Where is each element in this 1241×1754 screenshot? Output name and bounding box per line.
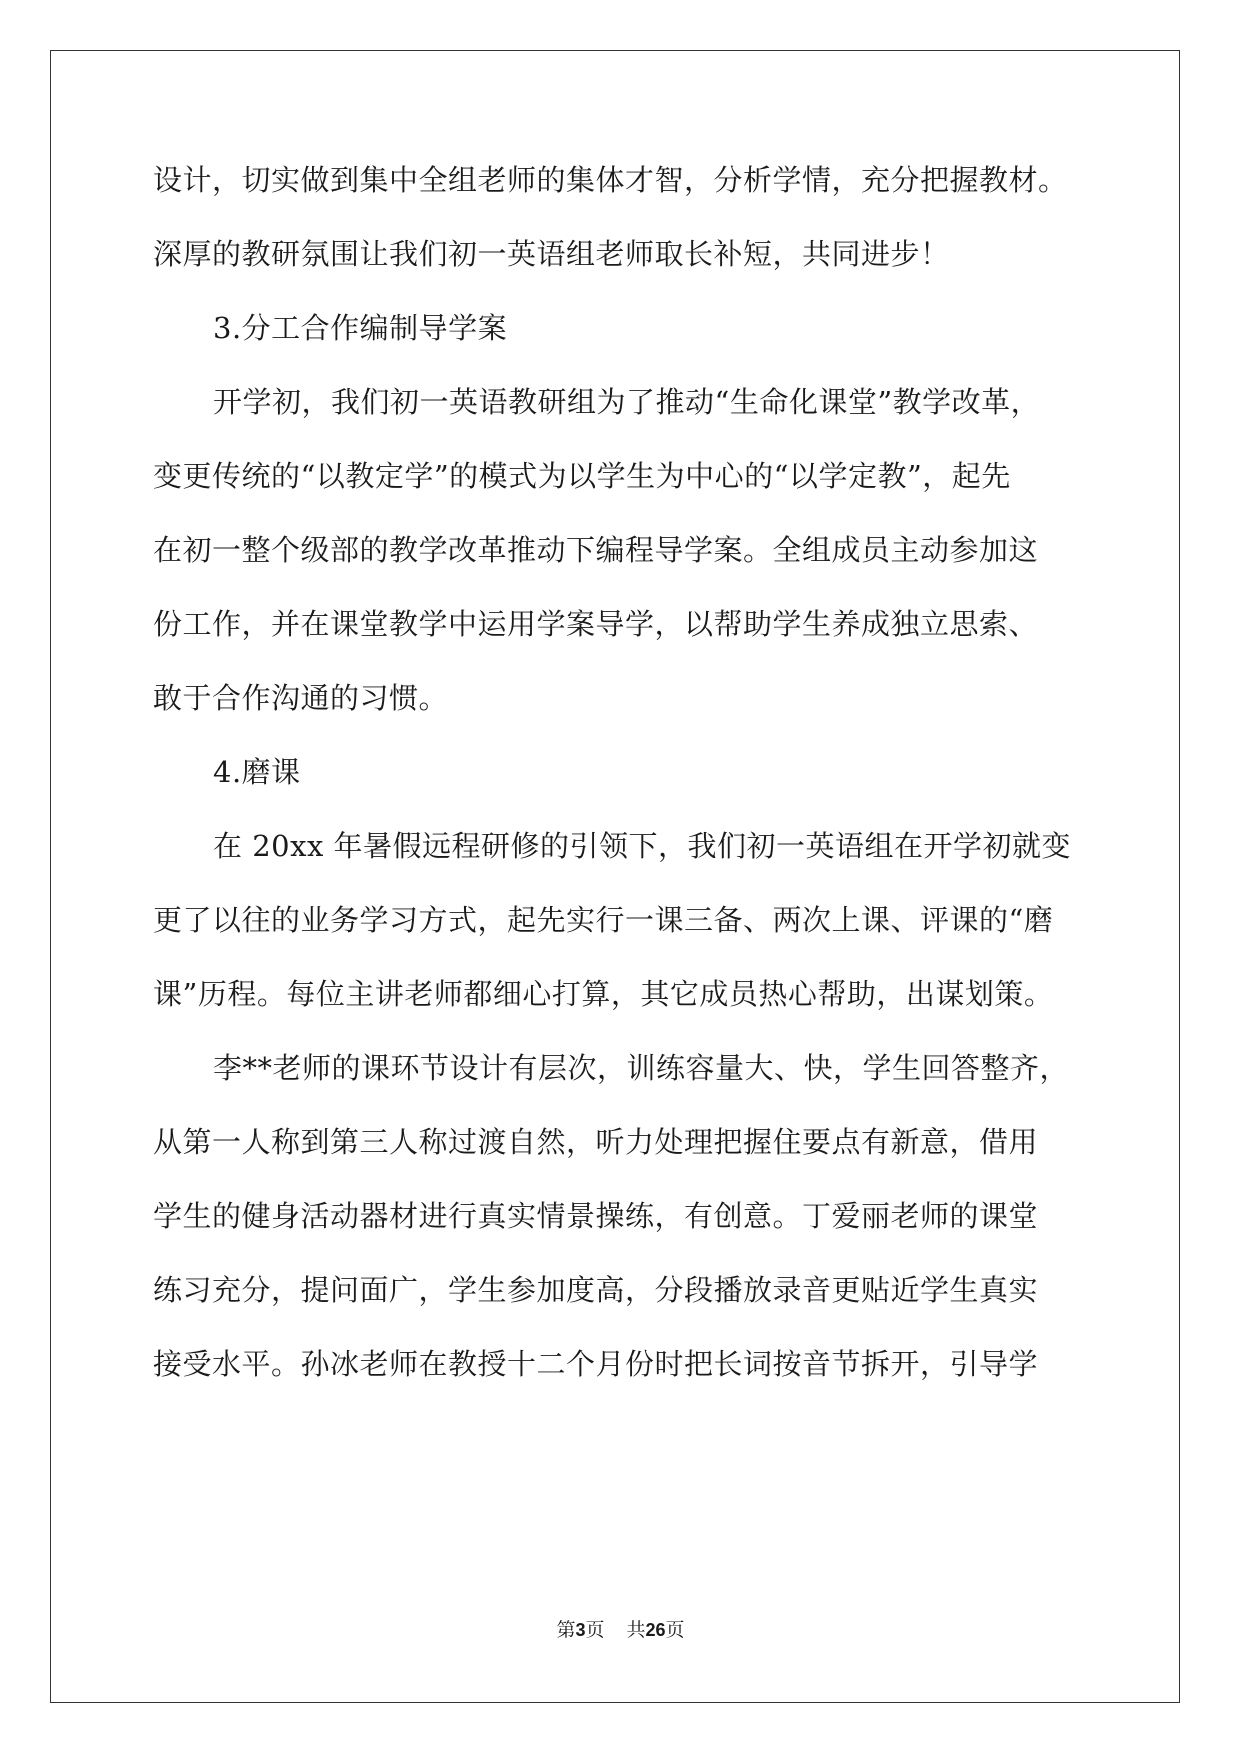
text-line: 从第一人称到第三人称过渡自然，听力处理把握住要点有新意，借用 (153, 1125, 1039, 1159)
page-border (50, 50, 1180, 1703)
text-line: 在 20xx 年暑假远程研修的引领下，我们初一英语组在开学初就变 (213, 829, 1072, 863)
text-line: 李**老师的课环节设计有层次，训练容量大、快，学生回答整齐， (213, 1051, 1070, 1085)
page-current: 3 (575, 1620, 586, 1640)
text-line: 更了以往的业务学习方式，起先实行一课三备、两次上课、评课的“磨 (153, 903, 1054, 937)
text-line: 深厚的教研氛围让我们初一英语组老师取长补短，共同进步！ (153, 237, 950, 271)
text-line: 份工作，并在课堂教学中运用学案导学，以帮助学生养成独立思索、 (153, 607, 1039, 641)
text-line: 在初一整个级部的教学改革推动下编程导学案。全组成员主动参加这 (153, 533, 1039, 567)
text-line: 设计，切实做到集中全组老师的集体才智，分析学情，充分把握教材。 (153, 163, 1068, 197)
text-line: 开学初，我们初一英语教研组为了推动“生命化课堂”教学改革， (213, 385, 1041, 419)
text-line: 变更传统的“以教定学”的模式为以学生为中心的“以学定教”，起先 (153, 459, 1011, 493)
page-prefix: 第 (556, 1619, 576, 1641)
page-total: 26 (645, 1620, 666, 1640)
text-line: 敢于合作沟通的习惯。 (153, 681, 449, 715)
section-heading: 3.分工合作编制导学案 (213, 311, 508, 345)
page-footer (0, 1618, 1241, 1642)
total-prefix: 共 (626, 1619, 646, 1641)
text-line: 课”历程。每位主讲老师都细心打算，其它成员热心帮助，出谋划策。 (153, 977, 1054, 1011)
page-suffix: 页 (585, 1619, 605, 1641)
text-line: 接受水平。孙冰老师在教授十二个月份时把长词按音节拆开，引导学 (153, 1347, 1039, 1381)
text-line: 学生的健身活动器材进行真实情景操练，有创意。丁爱丽老师的课堂 (153, 1199, 1039, 1233)
text-line: 练习充分，提问面广，学生参加度高，分段播放录音更贴近学生真实 (153, 1273, 1039, 1307)
total-suffix: 页 (665, 1619, 685, 1641)
section-heading: 4.磨课 (213, 755, 301, 789)
